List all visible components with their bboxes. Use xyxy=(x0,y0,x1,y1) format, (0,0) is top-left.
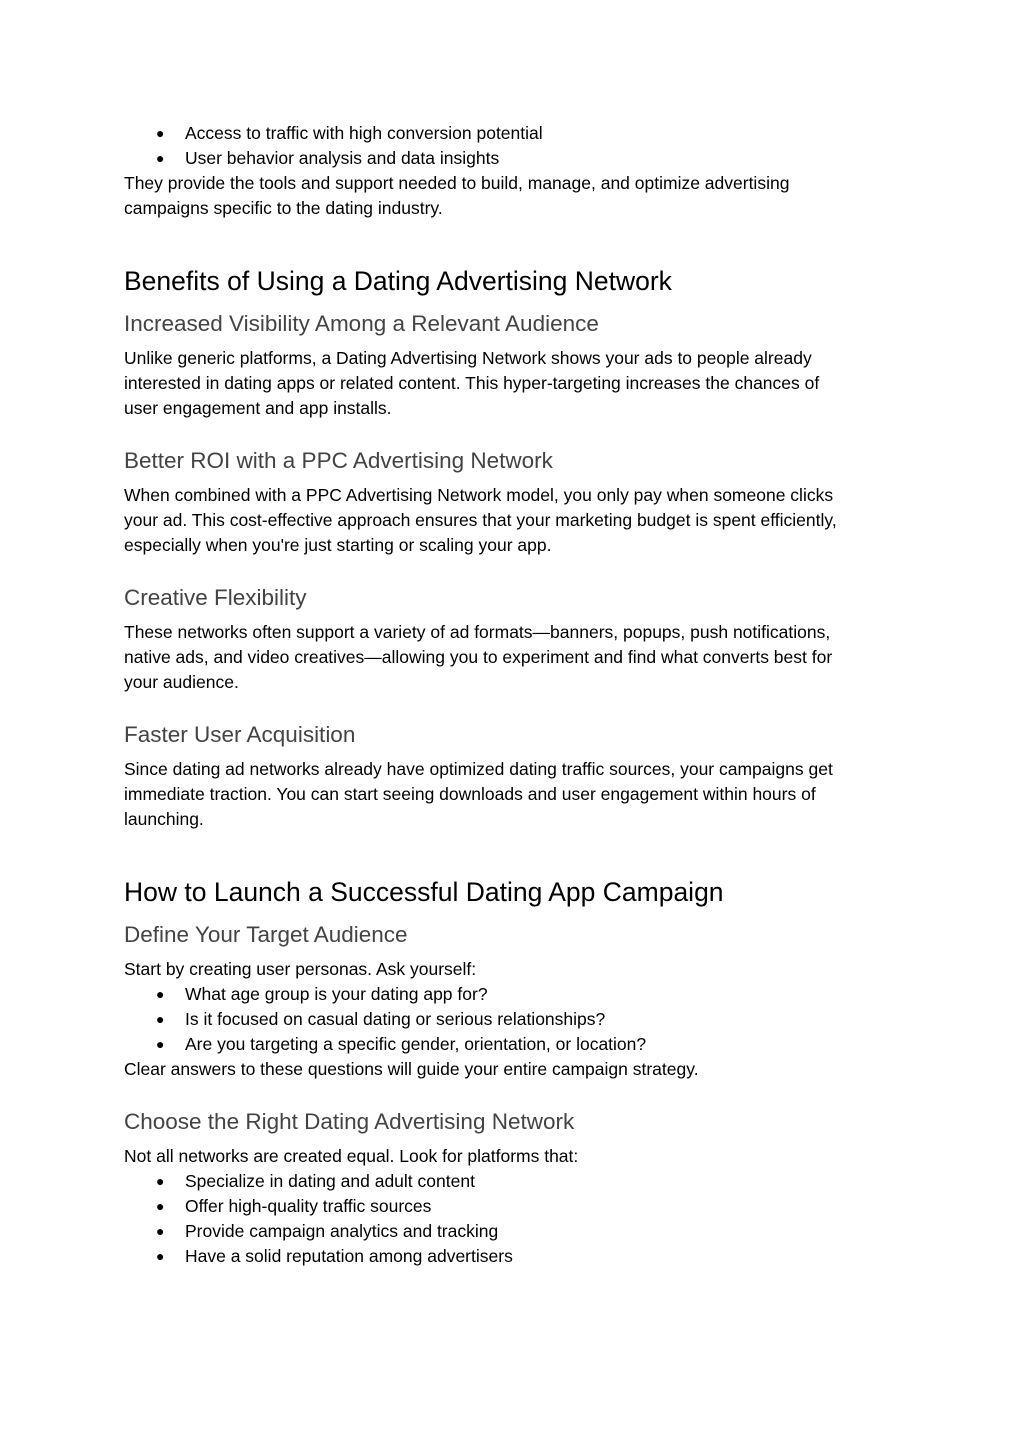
list-item: ● Have a solid reputation among advertisers xyxy=(124,1244,904,1269)
bullet-icon: ● xyxy=(156,1223,165,1239)
list-item: ● Are you targeting a specific gender, orientation, or location? xyxy=(124,1032,904,1057)
list-item: ● User behavior analysis and data insights xyxy=(124,146,904,171)
bullet-icon: ● xyxy=(156,1248,165,1264)
subsection-heading: Choose the Right Dating Advertising Network xyxy=(124,1109,575,1134)
subsection-heading: Better ROI with a PPC Advertising Network xyxy=(124,448,553,473)
paragraph: Start by creating user personas. Ask yourself: xyxy=(124,959,477,979)
paragraph: These networks often support a variety of ad formats—banners, popups, push notifications, native ads, and video creatives—allowing you to experiment and find what converts best for your audience. xyxy=(124,622,833,692)
bullet-icon: ● xyxy=(156,1036,165,1052)
list-item: ● Provide campaign analytics and tracking xyxy=(124,1219,904,1244)
bullet-icon: ● xyxy=(156,1198,165,1214)
subsection-visibility xyxy=(124,310,904,338)
list-item: ● Offer high-quality traffic sources xyxy=(124,1194,904,1219)
bullet-icon: ● xyxy=(156,986,165,1002)
section-launch xyxy=(124,876,904,908)
paragraph: Unlike generic platforms, a Dating Advertising Network shows your ads to people already interested in dating apps or related content. This hyper-targeting increases the chances of user engagement and app installs. xyxy=(124,348,820,418)
subsection-heading: Faster User Acquisition xyxy=(124,722,356,747)
intro-bullet-list xyxy=(124,121,904,171)
subsection-roi xyxy=(124,447,904,475)
document-page xyxy=(124,121,904,1269)
list-item: ● Specialize in dating and adult content xyxy=(124,1169,904,1194)
intro-paragraph: They provide the tools and support needed to build, manage, and optimize advertising campaigns specific to the dating industry. xyxy=(124,173,790,218)
section-heading: Benefits of Using a Dating Advertising Network xyxy=(124,266,672,296)
list-item: ● Access to traffic with high conversion potential xyxy=(124,121,904,146)
list-item: ● What age group is your dating app for? xyxy=(124,982,904,1007)
subsection-creative xyxy=(124,584,904,612)
subsection-heading: Define Your Target Audience xyxy=(124,922,408,947)
bullet-icon: ● xyxy=(156,1173,165,1189)
paragraph: Since dating ad networks already have optimized dating traffic sources, your campaigns get immediate traction. You can start seeing downloads and user engagement within hours of launching. xyxy=(124,759,833,829)
paragraph: When combined with a PPC Advertising Network model, you only pay when someone clicks your ad. This cost-effective approach ensures that your marketing budget is spent efficiently, especially when you're just starting or scaling your app. xyxy=(124,485,837,555)
subsection-choose-network xyxy=(124,1108,904,1136)
subsection-heading: Creative Flexibility xyxy=(124,585,307,610)
section-heading: How to Launch a Successful Dating App Campaign xyxy=(124,877,724,907)
subsection-acquisition xyxy=(124,721,904,749)
bullet-icon: ● xyxy=(156,1011,165,1027)
paragraph: Clear answers to these questions will guide your entire campaign strategy. xyxy=(124,1059,699,1079)
section-benefits xyxy=(124,265,904,297)
subsection-heading: Increased Visibility Among a Relevant Audience xyxy=(124,311,599,336)
bullet-icon: ● xyxy=(156,150,165,166)
list-item: ● Is it focused on casual dating or serious relationships? xyxy=(124,1007,904,1032)
define-bullet-list xyxy=(124,982,904,1057)
choose-bullet-list xyxy=(124,1169,904,1269)
subsection-define-audience xyxy=(124,921,904,949)
bullet-icon: ● xyxy=(156,125,165,141)
paragraph: Not all networks are created equal. Look for platforms that: xyxy=(124,1146,579,1166)
